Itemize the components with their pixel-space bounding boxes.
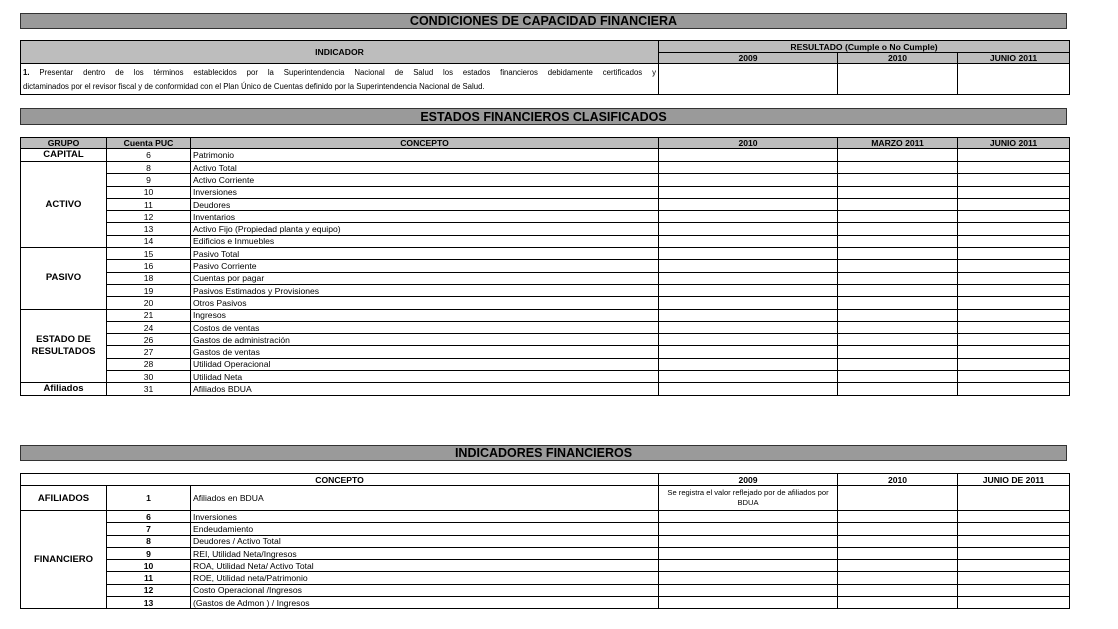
group-label-afiliados: AFILIADOS	[21, 486, 107, 511]
indicator-concept: Costo Operacional /Ingresos	[191, 584, 659, 596]
table-row	[21, 383, 1070, 396]
value-cell[interactable]	[958, 358, 1070, 370]
table-row	[21, 321, 1070, 333]
value-cell[interactable]	[838, 297, 958, 309]
table-row	[21, 309, 1070, 321]
value-cell[interactable]	[838, 198, 958, 210]
indicator-number: 7	[107, 523, 191, 535]
value-cell[interactable]	[659, 535, 838, 547]
concepto-header: CONCEPTO	[21, 474, 659, 486]
value-cell[interactable]	[659, 162, 838, 174]
cuenta-header: Cuenta PUC	[107, 138, 191, 149]
indicadores-header-row	[21, 474, 1070, 486]
value-cell[interactable]	[958, 260, 1070, 272]
table-row	[21, 346, 1070, 358]
indicator-number: 11	[107, 572, 191, 584]
table-row	[21, 64, 1070, 95]
cuenta-puc: 15	[107, 248, 191, 260]
concepto: Ingresos	[191, 309, 659, 321]
indicador-header: INDICADOR	[21, 41, 659, 64]
value-cell[interactable]	[958, 211, 1070, 223]
value-cell[interactable]	[958, 149, 1070, 162]
value-cell[interactable]	[659, 383, 838, 396]
value-cell[interactable]	[958, 547, 1070, 559]
table-row	[21, 371, 1070, 383]
indicator-concept: Deudores / Activo Total	[191, 535, 659, 547]
value-cell[interactable]	[838, 186, 958, 198]
value-cell[interactable]	[659, 272, 838, 284]
group-label: Afiliados	[21, 383, 107, 396]
indicator-concept: Endeudamiento	[191, 523, 659, 535]
value-cell[interactable]	[958, 584, 1070, 596]
value-cell[interactable]	[958, 383, 1070, 396]
value-cell[interactable]	[958, 186, 1070, 198]
concepto: Edificios e Inmuebles	[191, 235, 659, 247]
cuenta-puc: 13	[107, 223, 191, 235]
value-cell[interactable]	[958, 297, 1070, 309]
indicator-concept: REI, Utilidad Neta/Ingresos	[191, 547, 659, 559]
concepto: Utilidad Operacional	[191, 358, 659, 370]
table-row	[21, 523, 1070, 535]
cuenta-puc: 21	[107, 309, 191, 321]
value-cell[interactable]	[958, 198, 1070, 210]
table-row	[21, 572, 1070, 584]
table-row	[21, 272, 1070, 284]
value-cell[interactable]	[659, 334, 838, 346]
value-cell[interactable]	[958, 248, 1070, 260]
cuenta-puc: 9	[107, 174, 191, 186]
value-cell[interactable]	[838, 371, 958, 383]
concepto-header: CONCEPTO	[191, 138, 659, 149]
indicator-concept: ROE, Utilidad neta/Patrimonio	[191, 572, 659, 584]
value-cell[interactable]	[958, 597, 1070, 609]
value-cell[interactable]	[838, 560, 958, 572]
value-cell[interactable]	[659, 186, 838, 198]
value-cell[interactable]	[958, 162, 1070, 174]
table-row	[21, 260, 1070, 272]
value-cell[interactable]	[958, 511, 1070, 523]
table-row	[21, 547, 1070, 559]
cuenta-puc: 19	[107, 284, 191, 296]
value-cell[interactable]	[659, 547, 838, 559]
cuenta-puc: 31	[107, 383, 191, 396]
value-cell[interactable]	[659, 523, 838, 535]
section-title-indicadores: INDICADORES FINANCIEROS	[20, 445, 1067, 461]
value-cell[interactable]	[958, 560, 1070, 572]
value-cell[interactable]	[958, 284, 1070, 296]
cuenta-puc: 28	[107, 358, 191, 370]
value-cell[interactable]	[838, 174, 958, 186]
group-label: ESTADO DE RESULTADOS	[21, 309, 107, 383]
value-cell[interactable]	[838, 572, 958, 584]
table-row	[21, 284, 1070, 296]
concepto: Costos de ventas	[191, 321, 659, 333]
table-row	[21, 334, 1070, 346]
value-cell[interactable]	[659, 584, 838, 596]
value-cell[interactable]	[838, 547, 958, 559]
value-cell[interactable]	[659, 560, 838, 572]
year-header: 2009	[659, 53, 838, 64]
value-cell[interactable]	[659, 223, 838, 235]
cuenta-puc: 30	[107, 371, 191, 383]
value-cell[interactable]	[838, 272, 958, 284]
cuenta-puc: 12	[107, 211, 191, 223]
table-row	[21, 149, 1070, 162]
value-cell[interactable]	[838, 223, 958, 235]
year-header: JUNIO DE 2011	[958, 474, 1070, 486]
concepto: Pasivo Corriente	[191, 260, 659, 272]
indicator-number: 9	[107, 547, 191, 559]
value-cell[interactable]	[838, 511, 958, 523]
table-row	[21, 162, 1070, 174]
cuenta-puc: 8	[107, 162, 191, 174]
value-cell[interactable]	[958, 235, 1070, 247]
concepto: Pasivos Estimados y Provisiones	[191, 284, 659, 296]
value-cell[interactable]	[958, 346, 1070, 358]
indicator-concept: ROA, Utilidad Neta/ Activo Total	[191, 560, 659, 572]
value-cell[interactable]	[838, 309, 958, 321]
value-cell[interactable]	[958, 523, 1070, 535]
table-row	[21, 186, 1070, 198]
section-title-estados: ESTADOS FINANCIEROS CLASIFICADOS	[20, 108, 1067, 125]
table-row	[21, 174, 1070, 186]
value-cell[interactable]	[659, 284, 838, 296]
value-cell[interactable]	[659, 211, 838, 223]
table-row	[21, 198, 1070, 210]
concepto: Cuentas por pagar	[191, 272, 659, 284]
result-cell[interactable]	[958, 64, 1070, 95]
year-header: 2010	[838, 474, 958, 486]
table-row	[21, 584, 1070, 596]
value-cell[interactable]	[838, 334, 958, 346]
year-header: MARZO 2011	[838, 138, 958, 149]
row-line-2: dictaminados por el revisor fiscal y de conformidad con el Plan Único de Cuentas definido por la Superintendencia Nacional de Salud.	[23, 82, 485, 91]
value-cell[interactable]	[838, 535, 958, 547]
concepto: Utilidad Neta	[191, 371, 659, 383]
capacidad-table	[20, 40, 1070, 95]
year-header: JUNIO 2011	[958, 53, 1070, 64]
value-cell[interactable]	[958, 371, 1070, 383]
value-cell[interactable]	[659, 597, 838, 609]
value-cell[interactable]	[838, 597, 958, 609]
value-cell[interactable]	[958, 309, 1070, 321]
indicadores-table	[20, 473, 1070, 609]
indicator-number: 6	[107, 511, 191, 523]
concepto: Inventarios	[191, 211, 659, 223]
concepto: Gastos de administración	[191, 334, 659, 346]
value-cell[interactable]	[838, 248, 958, 260]
grupo-header: GRUPO	[21, 138, 107, 149]
cuenta-puc: 20	[107, 297, 191, 309]
indicator-concept: (Gastos de Admon ) / Ingresos	[191, 597, 659, 609]
value-cell[interactable]	[838, 321, 958, 333]
value-cell[interactable]	[958, 174, 1070, 186]
value-cell[interactable]	[659, 260, 838, 272]
value-cell[interactable]	[838, 584, 958, 596]
value-cell[interactable]	[659, 309, 838, 321]
year-header: 2009	[659, 474, 838, 486]
value-cell[interactable]	[659, 174, 838, 186]
group-label: CAPITAL	[21, 149, 107, 162]
cuenta-puc: 14	[107, 235, 191, 247]
resultado-header: RESULTADO (Cumple o No Cumple)	[659, 41, 1070, 53]
value-cell[interactable]	[958, 535, 1070, 547]
row-line-1: Presentar dentro de los términos establecidos por la Superintendencia Nacional de Salud los estados financieros debidamente certificados y	[39, 68, 656, 77]
concepto: Pasivo Total	[191, 248, 659, 260]
cuenta-puc: 27	[107, 346, 191, 358]
concepto: Inversiones	[191, 186, 659, 198]
estados-table	[20, 137, 1070, 396]
value-cell[interactable]	[838, 383, 958, 396]
cuenta-puc: 18	[107, 272, 191, 284]
group-label-financiero: FINANCIERO	[21, 511, 107, 609]
indicator-number: 8	[107, 535, 191, 547]
table-row	[21, 535, 1070, 547]
value-cell[interactable]	[958, 334, 1070, 346]
value-cell[interactable]	[659, 248, 838, 260]
indicator-number: 12	[107, 584, 191, 596]
value-cell[interactable]	[838, 162, 958, 174]
value-cell[interactable]	[958, 486, 1070, 511]
value-cell[interactable]	[958, 223, 1070, 235]
year-header: 2010	[659, 138, 838, 149]
cuenta-puc: 24	[107, 321, 191, 333]
table-row	[21, 248, 1070, 260]
value-cell[interactable]	[838, 358, 958, 370]
cuenta-puc: 10	[107, 186, 191, 198]
table-row	[21, 235, 1070, 247]
value-cell[interactable]	[838, 486, 958, 511]
value-cell[interactable]	[659, 235, 838, 247]
value-cell[interactable]	[838, 346, 958, 358]
result-cell[interactable]	[659, 64, 838, 95]
value-cell[interactable]	[659, 198, 838, 210]
value-cell[interactable]	[659, 321, 838, 333]
value-cell[interactable]	[659, 358, 838, 370]
concepto: Otros Pasivos	[191, 297, 659, 309]
value-cell[interactable]	[838, 260, 958, 272]
group-label: PASIVO	[21, 248, 107, 309]
table-row	[21, 597, 1070, 609]
value-cell[interactable]	[659, 371, 838, 383]
result-cell[interactable]	[838, 64, 958, 95]
indicator-number: 13	[107, 597, 191, 609]
table-row	[21, 486, 1070, 511]
value-cell[interactable]	[838, 284, 958, 296]
value-cell[interactable]	[659, 297, 838, 309]
section-title-capacidad: CONDICIONES DE CAPACIDAD FINANCIERA	[20, 13, 1067, 29]
concepto: Activo Fijo (Propiedad planta y equipo)	[191, 223, 659, 235]
table-row	[21, 297, 1070, 309]
value-cell[interactable]	[838, 149, 958, 162]
cuenta-puc: 26	[107, 334, 191, 346]
value-cell[interactable]	[659, 511, 838, 523]
cuenta-puc: 6	[107, 149, 191, 162]
value-cell[interactable]	[659, 149, 838, 162]
table-row	[21, 511, 1070, 523]
table-row	[21, 358, 1070, 370]
concepto: Activo Total	[191, 162, 659, 174]
indicator-number: 1	[107, 486, 191, 511]
value-cell[interactable]	[958, 572, 1070, 584]
table-row	[21, 223, 1070, 235]
value-cell[interactable]	[659, 346, 838, 358]
cuenta-puc: 16	[107, 260, 191, 272]
concepto: Afiliados BDUA	[191, 383, 659, 396]
value-cell[interactable]	[838, 235, 958, 247]
value-cell[interactable]	[838, 523, 958, 535]
indicator-note: Se registra el valor reflejado por de afiliados por BDUA	[659, 486, 838, 511]
value-cell[interactable]	[958, 321, 1070, 333]
concepto: Activo Corriente	[191, 174, 659, 186]
indicador-text	[21, 64, 659, 95]
indicator-concept: Inversiones	[191, 511, 659, 523]
concepto: Patrimonio	[191, 149, 659, 162]
table-row	[21, 560, 1070, 572]
cuenta-puc: 11	[107, 198, 191, 210]
table-row	[21, 211, 1070, 223]
indicator-number: 10	[107, 560, 191, 572]
concepto: Deudores	[191, 198, 659, 210]
indicator-concept: Afiliados en BDUA	[191, 486, 659, 511]
group-label: ACTIVO	[21, 162, 107, 248]
concepto: Gastos de ventas	[191, 346, 659, 358]
year-header: JUNIO 2011	[958, 138, 1070, 149]
value-cell[interactable]	[838, 211, 958, 223]
value-cell[interactable]	[958, 272, 1070, 284]
value-cell[interactable]	[659, 572, 838, 584]
estados-header-row	[21, 138, 1070, 149]
row-number: 1.	[23, 68, 30, 77]
year-header: 2010	[838, 53, 958, 64]
